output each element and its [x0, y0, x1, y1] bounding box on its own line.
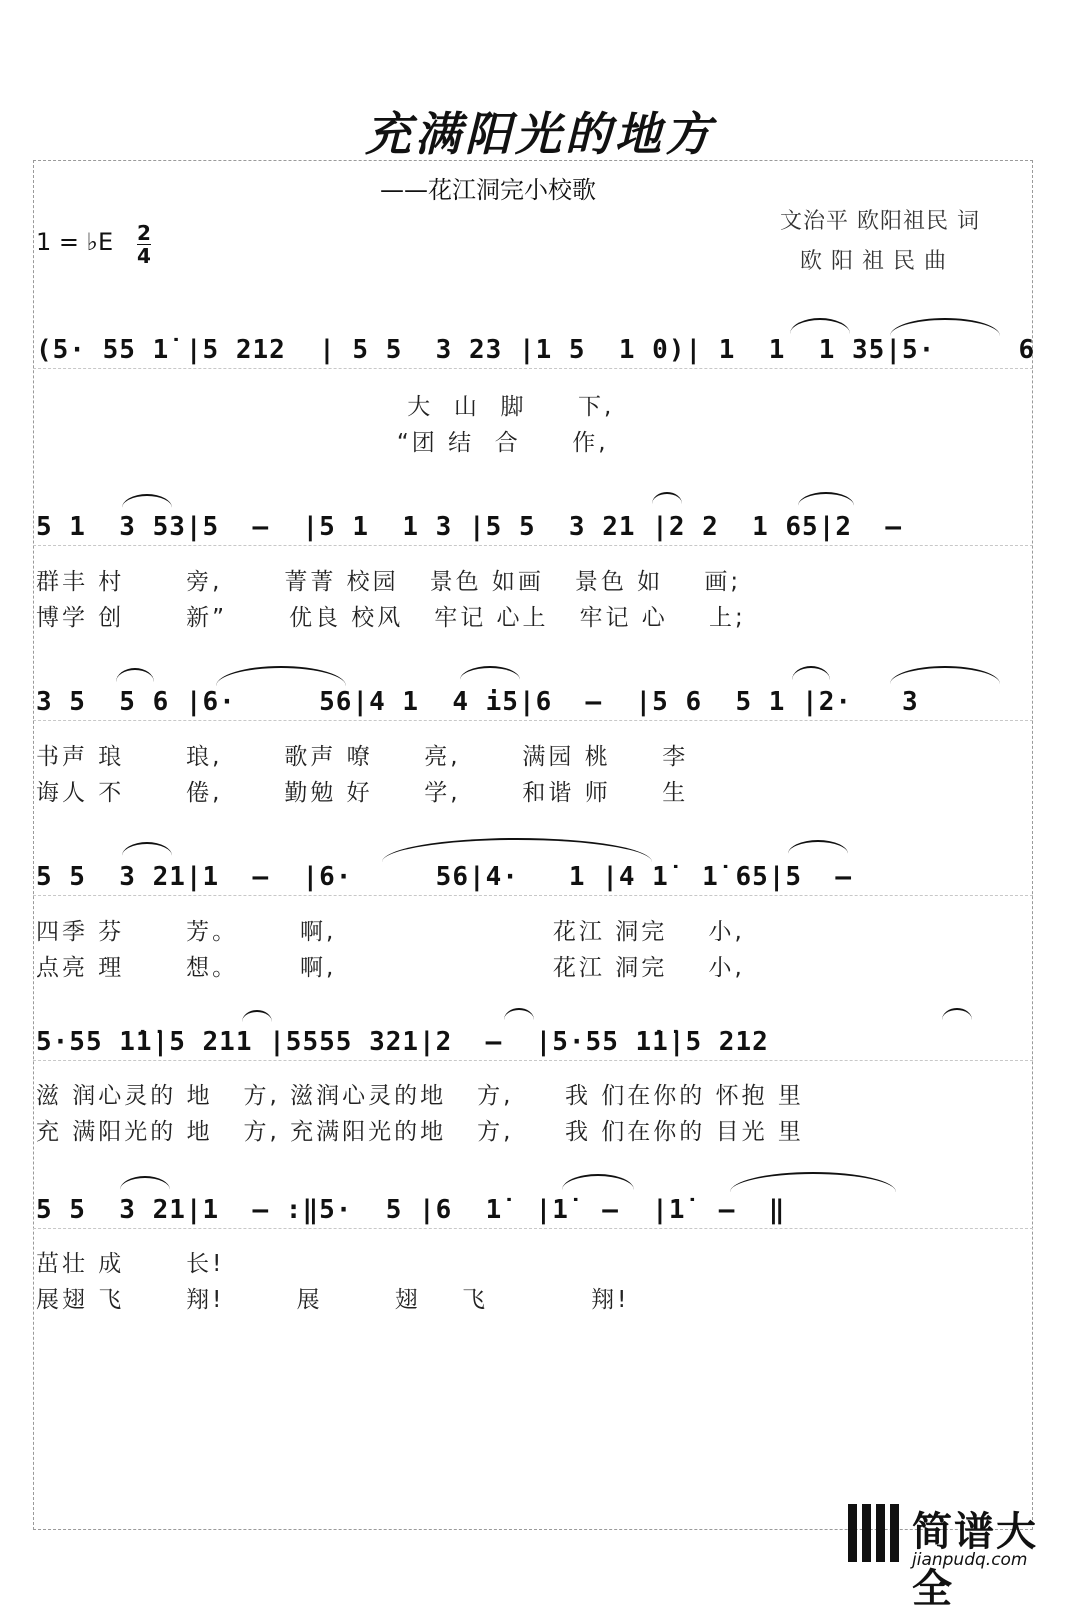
staff-rule — [33, 1228, 1033, 1229]
lyric-line-1a: 大 山 脚 下, — [36, 394, 615, 420]
staff-rule — [33, 1060, 1033, 1061]
lyric-line-3b: 诲人 不 倦, 勤勉 好 学, 和谐 师 生 — [36, 780, 689, 806]
lyric-line-5b: 充 满阳光的 地 方, 充满阳光的地 方, 我 们在你的 目光 里 — [36, 1119, 804, 1145]
jianpu-logo — [848, 1500, 1073, 1612]
lyric-line-4a: 四季 芬 芳。 啊, 花江 洞完 小, — [36, 919, 745, 945]
notation-line-4: 5 5 3 21|1 – |6· 56|4· 1 |4 1̇ 1̇ 65|5 – — [36, 862, 853, 892]
lyric-line-4b: 点亮 理 想。 啊, 花江 洞完 小, — [36, 955, 745, 981]
notation-line-5: 5·55 1̇1̇|5 211 |5555 321|2 – |5·55 1̇1̇|5 212 — [36, 1027, 769, 1057]
lyric-line-1b: “团 结 合 作, — [36, 430, 609, 456]
page-subtitle: ——花江洞完小校歌 — [380, 176, 596, 204]
notation-line-3: 3 5 5 6 |6· 56|4 1 4 i5|6 – |5 6 5 1 |2· 3 — [36, 687, 919, 717]
logo-url: jianpudq.com — [912, 1550, 1028, 1570]
notation-line-6: 5 5 3 21|1 – :‖5· 5 |6 1̇ |1̇ – |1̇ – ‖ — [36, 1195, 786, 1225]
meter-top: 2 — [137, 221, 151, 245]
staff-rule — [33, 895, 1033, 896]
lyric-line-5a: 滋 润心灵的 地 方, 滋润心灵的地 方, 我 们在你的 怀抱 里 — [36, 1083, 804, 1109]
piano-keys-icon — [848, 1504, 904, 1562]
composer-credit: 欧 阳 祖 民 曲 — [800, 249, 947, 274]
lyric-line-6b: 展翅 飞 翔! 展 翅 飞 翔! — [36, 1287, 630, 1313]
staff-rule — [33, 368, 1033, 369]
meter-bottom: 4 — [137, 244, 151, 268]
key-signature: 1 = ♭E — [36, 228, 114, 256]
lyric-line-2b: 博学 创 新” 优良 校风 牢记 心上 牢记 心 上; — [36, 605, 746, 631]
lyricist-credit: 文治平 欧阳祖民 词 — [780, 209, 980, 234]
lyric-line-3a: 书声 琅 琅, 歌声 嘹 亮, 满园 桃 李 — [36, 744, 689, 770]
notation-line-1: (5· 55 1̇ |5 212 | 5 5 3 23 |1 5 1 0)| 1 1 1 35|5· 6 — [36, 335, 1036, 365]
lyric-line-2a: 群丰 村 旁, 菁菁 校园 景色 如画 景色 如 画; — [36, 569, 742, 595]
page-title: 充满阳光的地方 — [365, 107, 715, 161]
logo-text: 简谱大全 — [912, 1509, 1038, 1612]
staff-rule — [33, 720, 1033, 721]
notation-line-2: 5 1 3 53|5 – |5 1 1 3 |5 5 3 21 |2 2 1 65|2 – — [36, 512, 902, 542]
lyric-line-6a: 茁壮 成 长! — [36, 1251, 225, 1277]
staff-rule — [33, 545, 1033, 546]
time-signature — [137, 222, 151, 267]
